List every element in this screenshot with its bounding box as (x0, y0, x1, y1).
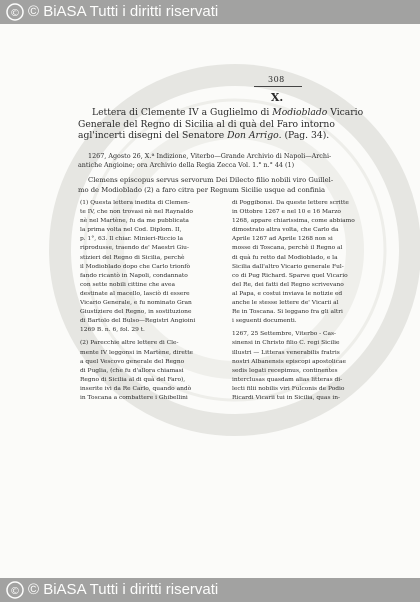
footnote-line: in Ottobre 1267 e nel 10 e 16 Marzo (232, 209, 341, 216)
footnote-line: Giustiziere del Regno, in sostituzione (80, 309, 192, 316)
footnote-line: in Toscana a combattere i Ghibellini (80, 394, 188, 401)
watermark-banner-bottom (0, 578, 420, 602)
date-archive-line: 1267, Agosto 26, X.ª Indizione, Viterbo—Grande Archivio di Napoli—Archi- antiche Angioine; ora Archivio della Regia Zecca Vol. 1.° n.° 44 (1) (78, 152, 332, 169)
footnote-line: illustri — Litteras venerabilis fratris (232, 349, 340, 356)
footnote-line: te IV, che non trovasi nè nel Raynaldo (80, 209, 193, 216)
title-line-3: agl'incerti disegni del Senatore Don Arrigo. (Pag. 34). (78, 130, 330, 141)
footnote-line: nè nel Martène, fu da me pubblicata (80, 218, 189, 225)
section-number: X. (270, 91, 284, 104)
footnote-line: Regno di Sicilia al di quà del Faro), (80, 376, 186, 383)
footnote-line: i seguenti documenti. (232, 318, 297, 325)
footnote-line: il Modioblado dopo che Carlo trionfò (80, 263, 191, 270)
footnote-line: lecti filii nobilis viri Fulconis de Podio (232, 385, 345, 392)
footnote-line: con sette nobili cittine che avea (80, 281, 175, 288)
footnote-line: (2) Parecchie altre lettere di Cle- (80, 340, 179, 347)
footnote-line: riprodusse, traendo de' Maestri Giu- (80, 245, 189, 252)
svg-text:©: © (10, 586, 20, 597)
footnote-line: sedis legati recepimus, continentes (232, 367, 338, 374)
footnote-line: Sicilia dall'altro Vicario generale Ful- (232, 263, 344, 270)
footnote-line: anche le stesse lettere de' Vicarii al (232, 300, 339, 307)
footnote-line: p. 1°, 63. Il chiar. Minieri-Riccio la (80, 236, 184, 243)
footnote-line: mente IV leggonsi in Martène, dirette (80, 349, 194, 356)
footnote-line: inserite ivi da Re Carlo, quando andò (80, 385, 192, 392)
footnote-line: Aprile 1267 ad Aprile 1268 non si (232, 236, 333, 243)
footnote-line: 1269 B. n. 6, fol. 29 t. (80, 327, 145, 334)
svg-text:©: © (10, 8, 20, 19)
footnote-line: dimostrato altra volta, che Carlo da (232, 227, 339, 234)
footnote-line: 1267, 25 Settembre, Viterbo - Cas- (232, 331, 337, 338)
footnote-line: di Puglia, (che fu d'allora chiamasi (80, 367, 184, 374)
footnote-line: Vicario Generale, e fu nominato Gran (80, 300, 192, 307)
footnote-line: del Re, dei fatti del Regno scrivevano (232, 281, 344, 288)
biasa-logo-icon (6, 3, 24, 21)
header-rule (254, 86, 302, 87)
footnote-line: Ricardi Vicarii tui in Sicilia, quas in- (232, 394, 341, 401)
title-line-2: Generale del Regno di Sicilia al di quà del Faro intorno (78, 118, 335, 130)
footnote-line: a quel Vescovo generale del Regno (80, 358, 185, 365)
footnote-line: co di Pug Richard. Sparve quel Vicario (232, 272, 348, 279)
footnote-line: interclusas quasdam alias litteras di- (232, 376, 343, 383)
intro-text: Clemens episcopus servus servorum Dei Dilecto filio nobili viro Guillel- mo de Modioblado (2) a faro citra per Regnum Sicilie usque ad confinia (78, 176, 334, 194)
footnote-line: destinate al macello, lasciò di essere (80, 290, 190, 297)
footnote-line: 1268, appare chiarissima, come abbiamo (232, 218, 355, 225)
footnote-line: la prima volta nel Cod. Diplom. II, (80, 227, 182, 234)
watermark-text-bottom: © BiASA Tutti i diritti riservati (28, 581, 219, 598)
footnote-line: mosse di Toscana, perchè il Regno al (232, 245, 343, 252)
watermark-text-top: © BiASA Tutti i diritti riservati (28, 3, 219, 20)
biasa-logo-icon (6, 581, 24, 599)
footnote-line: di Poggibonsi. Da queste lettere scritte (232, 200, 349, 206)
watermark-banner-top (0, 0, 420, 24)
footnote-line: sinensi in Christo filio C. regi Sicilie (232, 340, 340, 347)
footnote-line: di Bartolo del Bulso—Registri Angioini (80, 318, 196, 325)
document-title (78, 107, 378, 142)
footnotes-left-column (80, 199, 222, 403)
footnote-line: stizieri del Regno di Sicilia, perchè (80, 254, 185, 261)
footnote-line: fando ricantò in Napoli, condannato (80, 272, 188, 279)
footnote-line: al Papa, e costui inviava le notizie ed (232, 290, 343, 297)
footnote-line: nostri Albanensis episcopi apostolicae (232, 358, 346, 365)
footnote-line: di quà fu retto dal Modioblado, e la (232, 254, 338, 261)
footnote-line: Re in Toscana. Si leggano fra gli altri (232, 309, 343, 316)
title-line-1: Lettera di Clemente IV a Guglielmo di Modioblado Vicario (92, 107, 364, 118)
page-number: 308 (268, 75, 285, 84)
footnote-line: (1) Questa lettera inedita di Clemen- (80, 200, 190, 206)
footnotes-right-column (232, 199, 378, 403)
